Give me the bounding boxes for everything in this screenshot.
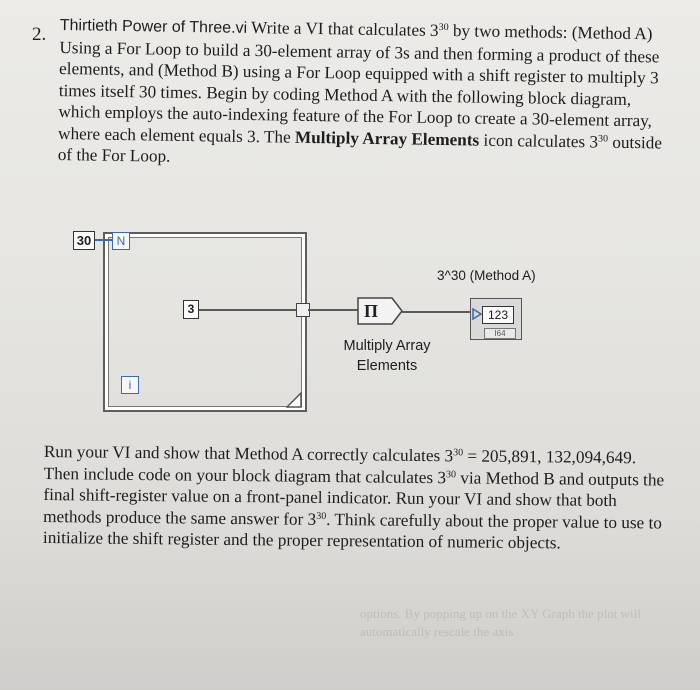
- multiply-array-label: [322, 336, 452, 376]
- indicator-value: 123: [482, 306, 514, 324]
- count-wire: [95, 239, 112, 241]
- indicator-input-arrow-icon: [472, 308, 482, 320]
- intro-text-2: by two methods: (Method A) Using a For Loop to build a 30-element array of 3s and then forming a product of these elements, and (Method B) using a For Loop equipped with a shift register to multiply 3 times itself 30 times. Begin by coding Method A with the following block diagram, which employs the auto-indexing feature of the For Loop to create a 30-element array, where each element equals 3. The: [57, 21, 660, 147]
- follow-text-4: . Think carefully about the proper value to use to initialize the shift register and the proper representation of numeric objects.: [42, 509, 662, 553]
- exponent-30: 30: [445, 468, 457, 480]
- exponent-30: 30: [438, 21, 449, 34]
- loop-resize-corner-icon: [286, 392, 302, 408]
- indicator-type: I64: [484, 328, 516, 339]
- follow-text-1: Run your VI and show that Method A correctly calculates 3: [43, 441, 454, 466]
- exponent-30: 30: [597, 132, 609, 145]
- result-wire: [402, 311, 472, 313]
- svg-text:Π: Π: [364, 301, 379, 321]
- multiply-label-line1: Multiply Array: [343, 338, 431, 354]
- vi-name: Thirtieth Power of Three.vi: [59, 16, 248, 37]
- bleed-through-text: options. By popping up on the XY Graph the plot will automatically rescale the axis: [360, 606, 641, 639]
- loop-count-constant: 30: [73, 231, 95, 250]
- array-wire: [308, 309, 358, 311]
- wire-to-tunnel: [199, 309, 299, 311]
- method-a-label: 3^30 (Method A): [437, 268, 536, 283]
- follow-text-2: = 205,891, 132,094,649. Then include code on your block diagram that calculates 3: [43, 446, 637, 487]
- exponent-30: 30: [316, 510, 327, 522]
- iteration-terminal: i: [121, 376, 139, 394]
- intro-text-3: icon calculates 3: [479, 130, 599, 151]
- follow-up-instructions: [43, 441, 674, 555]
- multiply-array-elements-icon: [356, 296, 404, 326]
- problem-number: 2.: [32, 24, 47, 45]
- exponent-30: 30: [453, 447, 464, 459]
- follow-text-3: via Method B and outputs the final shift-register value on a front-panel indicator. Run your VI and show that both methods produce the same answer for 3: [43, 467, 665, 529]
- count-terminal: N: [112, 232, 130, 250]
- constant-three: 3: [183, 300, 199, 319]
- multiply-label-line2: Elements: [356, 358, 418, 374]
- intro-text-1: Write a VI that calculates 3: [247, 17, 439, 40]
- intro-text-4: outside of the For Loop.: [57, 132, 663, 166]
- multiply-array-elements-term: Multiply Array Elements: [294, 127, 480, 150]
